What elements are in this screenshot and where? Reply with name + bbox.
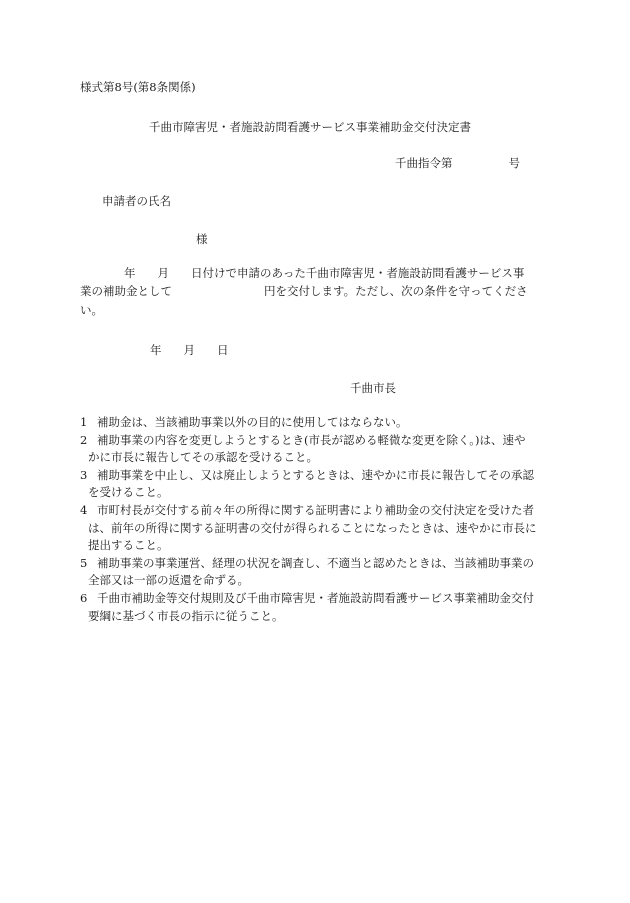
paragraph-line-2-start: 業の補助金として xyxy=(80,284,172,299)
condition-item xyxy=(80,414,560,432)
application-year-label: 年 xyxy=(124,266,136,280)
form-number: 様式第8号(第8条関係) xyxy=(80,80,196,94)
condition-number: 5 xyxy=(80,555,88,570)
condition-text: を受けること。 xyxy=(88,485,169,500)
condition-text: 補助事業の事業運営、経理の状況を調査し、不適当と認めたときは、当該補助事業の xyxy=(97,555,534,570)
condition-text: 要綱に基づく市長の指示に従うこと。 xyxy=(88,608,284,623)
condition-text: 千曲市補助金等交付規則及び千曲市障害児・者施設訪問看護サービス事業補助金交付 xyxy=(97,590,534,605)
condition-item xyxy=(80,590,560,625)
condition-number: 6 xyxy=(80,590,88,605)
document-title: 千曲市障害児・者施設訪問看護サービス事業補助金交付決定書 xyxy=(149,120,471,134)
condition-number: 2 xyxy=(80,432,88,447)
condition-item xyxy=(80,502,560,555)
document-number-prefix: 千曲指令第 xyxy=(395,156,453,170)
condition-number: 4 xyxy=(80,502,88,517)
condition-text: 補助事業の内容を変更しようとするとき(市長が認める軽微な変更を除く。)は、速や xyxy=(97,432,526,447)
issuer-mayor: 千曲市長 xyxy=(350,381,396,395)
issue-year-label: 年 xyxy=(150,343,162,357)
honorific-sama: 様 xyxy=(196,232,208,246)
application-month-label: 月 xyxy=(157,266,169,280)
condition-item xyxy=(80,555,560,590)
condition-text: 全部又は一部の返還を命ずる。 xyxy=(88,573,249,588)
condition-text: 補助金は、当該補助事業以外の目的に使用してはならない。 xyxy=(97,415,408,429)
condition-number: 3 xyxy=(80,467,88,482)
condition-item xyxy=(80,432,560,467)
issue-day-label: 日 xyxy=(217,343,229,357)
condition-text: 提出すること。 xyxy=(88,538,169,553)
document-number-suffix: 号 xyxy=(508,156,520,170)
condition-item xyxy=(80,467,560,502)
issue-date xyxy=(150,342,229,359)
condition-text: 市町村長が交付する前々年の所得に関する証明書により補助金の交付決定を受けた者 xyxy=(97,502,534,517)
applicant-name-label: 申請者の氏名 xyxy=(102,194,171,208)
paragraph-line-2 xyxy=(80,282,550,300)
condition-text: かに市長に報告してその承認を受けること。 xyxy=(88,450,318,465)
paragraph-line-3: い。 xyxy=(80,302,103,317)
conditions-list xyxy=(80,414,560,625)
issue-month-label: 月 xyxy=(183,343,195,357)
paragraph-line-2-rest: 円を交付します。ただし、次の条件を守ってくださ xyxy=(264,284,528,299)
condition-text: 補助事業を中止し、又は廃止しようとするときは、速やかに市長に報告してその承認 xyxy=(97,467,534,482)
paragraph-line-1 xyxy=(80,264,550,282)
condition-number: 1 xyxy=(80,415,88,429)
condition-text: は、前年の所得に関する証明書の交付が得られることになったときは、速やかに市長に xyxy=(88,520,537,535)
decision-paragraph xyxy=(80,264,550,319)
paragraph-line-1-text: 日付けで申請のあった千曲市障害児・者施設訪問看護サービス事 xyxy=(191,266,525,280)
document-number xyxy=(395,155,520,172)
